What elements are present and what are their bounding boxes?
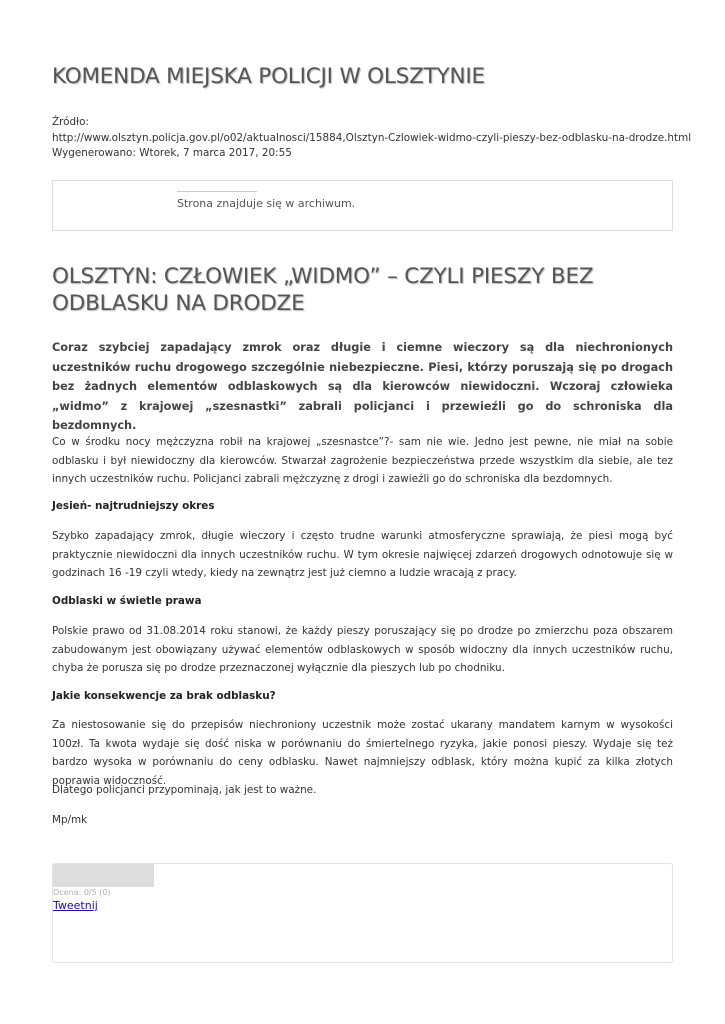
section-heading: Jakie konsekwencje za brak odblasku? [52, 690, 276, 702]
article-title: OLSZTYN: CZŁOWIEK „WIDMO” – CZYLI PIESZY BEZ ODBLASKU NA DRODZE [52, 264, 594, 316]
site-title: KOMENDA MIEJSKA POLICJI W OLSZTYNIE [52, 64, 485, 89]
section-heading: Jesień- najtrudniejszy okres [52, 500, 215, 512]
source-label: Źródło: [52, 116, 89, 128]
source-meta [52, 115, 692, 162]
rating-text: Ocena: 0/5 (0) [53, 888, 111, 897]
article-lead: Coraz szybciej zapadający zmrok oraz długie i ciemne wieczory są dla niechronionych uczestników ruchu drogowego szczególnie niebezpieczne. Piesi, którzy poruszają się po drogach bez żadnych elementów odblaskowych są dla kierowców niewidoczni. Wczoraj człowieka „widmo” z krajowej „szesnastki” zabrali policjanci i przewieźli go do schroniska dla bezdomnych. [52, 341, 673, 432]
article-paragraph: Dlatego policjanci przypominają, jak jest to ważne. [52, 784, 317, 796]
article-paragraph: Szybko zapadający zmrok, długie wieczory i często trudne warunki atmosferyczne sprawiają, że piesi mogą być praktycznie niewidoczni dla innych uczestników ruchu. W tym okresie najwięcej zdarzeń drogowych odnotowuje się w godzinach 16 -19 czyli wtedy, kiedy na zewnątrz jest już ciemno a ludzie wracają z pracy. [52, 530, 673, 579]
rating-box [52, 863, 673, 963]
archive-notice: Strona znajduje się w archiwum. [177, 197, 356, 210]
article-paragraph: Co w środku nocy mężczyzna robił na krajowej „szesnastce”?- sam nie wie. Jedno jest pewne, nie miał na sobie odblasku i był niewidoczny dla kierowców. Stwarzał zagrożenie bezpieczeństwa przede wszystkim dla siebie, ale tez innych uczestników ruchu. Policjanci zabrali mężczyznę z drogi i zawieźli go do schroniska dla bezdomnych. [52, 436, 673, 485]
section-heading: Odblaski w świetle prawa [52, 595, 202, 607]
archive-notice-box [52, 180, 673, 231]
article-paragraph: Za niestosowanie się do przepisów niechroniony uczestnik może zostać ukarany mandatem karnym w wysokości 100zł. Ta kwota wydaje się dość niska w porównaniu do śmiertelnego ryzyka, jakie ponosi pieszy. Wydaje się też bardzo wysoka w porównaniu do ceny odblasku. Nawet najmniejszy odblask, który można kupić za kilka złotych poprawia widoczność. [52, 719, 673, 787]
source-url: http://www.olsztyn.policja.gov.pl/o02/aktualnosci/15884,Olsztyn-Czlowiek-widmo-czyli-pieszy-bez-odblasku-na-drodze.html [52, 131, 692, 144]
tweet-link[interactable]: Tweetnij [53, 899, 98, 912]
generated-date: Wygenerowano: Wtorek, 7 marca 2017, 20:55 [52, 147, 292, 159]
rating-stars-bar[interactable] [53, 864, 154, 887]
article-paragraph: Polskie prawo od 31.08.2014 roku stanowi, że każdy pieszy poruszający się po drodze po zmierzchu poza obszarem zabudowanym jest obowiązany używać elementów odblaskowych w sposób widoczny dla innych uczestników ruchu, chyba że porusza się po drodze przeznaczonej wyłącznie dla pieszych lub po chodniku. [52, 625, 673, 674]
archive-divider [177, 191, 257, 192]
article-signature: Mp/mk [52, 814, 88, 826]
